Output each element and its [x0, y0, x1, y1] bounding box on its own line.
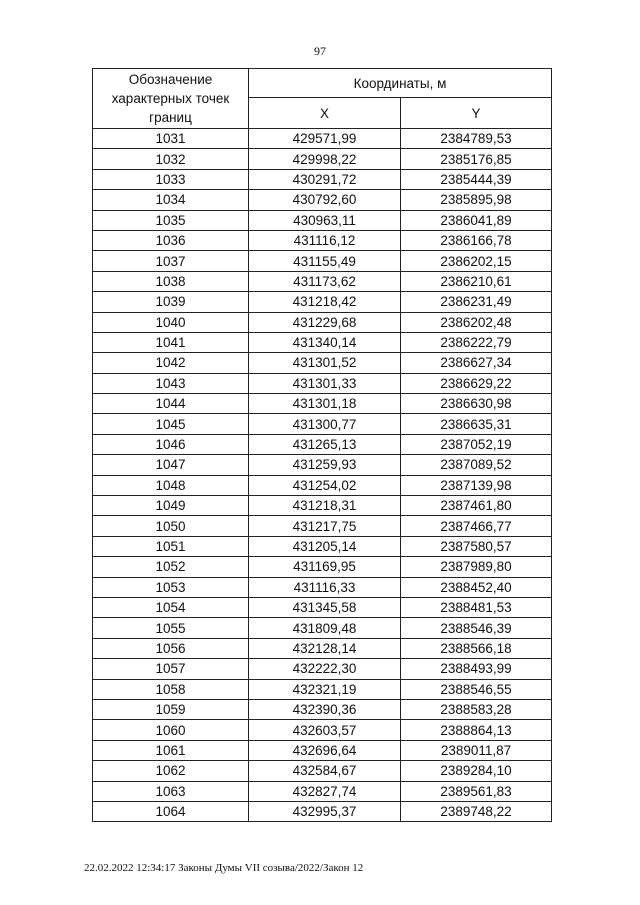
- y-coordinate-cell: 2388481,53: [401, 597, 552, 617]
- y-coordinate-cell: 2388546,39: [401, 618, 552, 638]
- point-id-cell: 1033: [93, 169, 249, 189]
- table-body: [93, 129, 552, 822]
- point-id-cell: 1036: [93, 230, 249, 250]
- y-coordinate-cell: 2387989,80: [401, 557, 552, 577]
- x-coordinate-cell: 431301,52: [249, 353, 401, 373]
- x-coordinate-cell: 431205,14: [249, 536, 401, 556]
- x-coordinate-cell: 432222,30: [249, 659, 401, 679]
- point-id-cell: 1051: [93, 536, 249, 556]
- table-row: [93, 210, 552, 230]
- x-coordinate-cell: 432390,36: [249, 699, 401, 719]
- point-id-cell: 1047: [93, 455, 249, 475]
- point-id-cell: 1057: [93, 659, 249, 679]
- x-coordinate-cell: 431218,42: [249, 292, 401, 312]
- x-coordinate-cell: 431300,77: [249, 414, 401, 434]
- point-id-cell: 1041: [93, 332, 249, 352]
- x-coordinate-cell: 431809,48: [249, 618, 401, 638]
- point-id-cell: 1053: [93, 577, 249, 597]
- point-id-cell: 1044: [93, 394, 249, 414]
- point-id-cell: 1060: [93, 720, 249, 740]
- y-coordinate-cell: 2385176,85: [401, 149, 552, 169]
- x-coordinate-cell: 432128,14: [249, 638, 401, 658]
- point-id-cell: 1048: [93, 475, 249, 495]
- y-coordinate-cell: 2386202,48: [401, 312, 552, 332]
- y-coordinate-cell: 2384789,53: [401, 129, 552, 149]
- y-coordinate-cell: 2387089,52: [401, 455, 552, 475]
- y-coordinate-cell: 2388546,55: [401, 679, 552, 699]
- point-id-cell: 1061: [93, 740, 249, 760]
- x-column-header: X: [249, 98, 401, 129]
- x-coordinate-cell: 432584,67: [249, 761, 401, 781]
- page-number: 97: [314, 44, 326, 58]
- table-row: [93, 659, 552, 679]
- point-id-cell: 1038: [93, 271, 249, 291]
- y-coordinate-cell: 2388493,99: [401, 659, 552, 679]
- point-id-cell: 1042: [93, 353, 249, 373]
- y-coordinate-cell: 2389011,87: [401, 740, 552, 760]
- x-coordinate-cell: 431340,14: [249, 332, 401, 352]
- y-coordinate-cell: 2386231,49: [401, 292, 552, 312]
- table-row: [93, 638, 552, 658]
- y-coordinate-cell: 2388864,13: [401, 720, 552, 740]
- x-coordinate-cell: 430291,72: [249, 169, 401, 189]
- y-coordinate-cell: 2388452,40: [401, 577, 552, 597]
- x-coordinate-cell: 431173,62: [249, 271, 401, 291]
- table-row: [93, 455, 552, 475]
- point-id-cell: 1052: [93, 557, 249, 577]
- table-row: [93, 536, 552, 556]
- table-row: [93, 781, 552, 801]
- table-row: [93, 496, 552, 516]
- point-id-cell: 1049: [93, 496, 249, 516]
- y-coordinate-cell: 2386166,78: [401, 230, 552, 250]
- y-coordinate-cell: 2386629,22: [401, 373, 552, 393]
- x-coordinate-cell: 432995,37: [249, 801, 401, 821]
- point-id-cell: 1058: [93, 679, 249, 699]
- table-row: [93, 801, 552, 821]
- x-coordinate-cell: 431229,68: [249, 312, 401, 332]
- table-row: [93, 414, 552, 434]
- point-id-cell: 1064: [93, 801, 249, 821]
- y-coordinate-cell: 2386202,15: [401, 251, 552, 271]
- x-coordinate-cell: 431217,75: [249, 516, 401, 536]
- point-id-cell: 1050: [93, 516, 249, 536]
- point-id-cell: 1039: [93, 292, 249, 312]
- x-coordinate-cell: 431155,49: [249, 251, 401, 271]
- coordinates-header: Координаты, м: [249, 69, 552, 98]
- y-coordinate-cell: 2388583,28: [401, 699, 552, 719]
- table-row: [93, 312, 552, 332]
- y-coordinate-cell: 2387139,98: [401, 475, 552, 495]
- point-id-cell: 1035: [93, 210, 249, 230]
- y-coordinate-cell: 2388566,18: [401, 638, 552, 658]
- y-coordinate-cell: 2389561,83: [401, 781, 552, 801]
- point-id-cell: 1062: [93, 761, 249, 781]
- table-row: [93, 516, 552, 536]
- table-row: [93, 353, 552, 373]
- y-coordinate-cell: 2386635,31: [401, 414, 552, 434]
- y-coordinate-cell: 2387461,80: [401, 496, 552, 516]
- x-coordinate-cell: 431301,33: [249, 373, 401, 393]
- point-id-cell: 1054: [93, 597, 249, 617]
- table-row: [93, 740, 552, 760]
- x-coordinate-cell: 429571,99: [249, 129, 401, 149]
- y-coordinate-cell: 2386041,89: [401, 210, 552, 230]
- x-coordinate-cell: 431301,18: [249, 394, 401, 414]
- y-coordinate-cell: 2387052,19: [401, 434, 552, 454]
- x-coordinate-cell: 432696,64: [249, 740, 401, 760]
- point-id-cell: 1037: [93, 251, 249, 271]
- x-coordinate-cell: 431254,02: [249, 475, 401, 495]
- y-coordinate-cell: 2387466,77: [401, 516, 552, 536]
- table-row: [93, 332, 552, 352]
- point-id-cell: 1043: [93, 373, 249, 393]
- x-coordinate-cell: 432827,74: [249, 781, 401, 801]
- x-coordinate-cell: 430963,11: [249, 210, 401, 230]
- table-row: [93, 271, 552, 291]
- y-coordinate-cell: 2385444,39: [401, 169, 552, 189]
- y-coordinate-cell: 2387580,57: [401, 536, 552, 556]
- table-row: [93, 475, 552, 495]
- table-row: [93, 230, 552, 250]
- point-id-cell: 1059: [93, 699, 249, 719]
- y-coordinate-cell: 2389748,22: [401, 801, 552, 821]
- x-coordinate-cell: 432321,19: [249, 679, 401, 699]
- table-row: [93, 720, 552, 740]
- table-row: [93, 129, 552, 149]
- table-row: [93, 292, 552, 312]
- x-coordinate-cell: 431265,13: [249, 434, 401, 454]
- table-row: [93, 373, 552, 393]
- table-row: [93, 190, 552, 210]
- y-column-header: Y: [401, 98, 552, 129]
- table-row: [93, 434, 552, 454]
- coordinates-table: [92, 68, 552, 822]
- point-id-cell: 1045: [93, 414, 249, 434]
- point-id-cell: 1046: [93, 434, 249, 454]
- document-footer: 22.02.2022 12:34:17 Законы Думы VII созыва/2022/Закон 12: [84, 862, 364, 874]
- y-coordinate-cell: 2386222,79: [401, 332, 552, 352]
- x-coordinate-cell: 431345,58: [249, 597, 401, 617]
- y-coordinate-cell: 2386627,34: [401, 353, 552, 373]
- table-row: [93, 169, 552, 189]
- y-coordinate-cell: 2386210,61: [401, 271, 552, 291]
- point-id-cell: 1063: [93, 781, 249, 801]
- point-id-cell: 1055: [93, 618, 249, 638]
- x-coordinate-cell: 431116,12: [249, 230, 401, 250]
- point-id-cell: 1056: [93, 638, 249, 658]
- x-coordinate-cell: 430792,60: [249, 190, 401, 210]
- x-coordinate-cell: 431259,93: [249, 455, 401, 475]
- x-coordinate-cell: 431169,95: [249, 557, 401, 577]
- table-row: [93, 251, 552, 271]
- table-row: [93, 557, 552, 577]
- point-id-cell: 1032: [93, 149, 249, 169]
- point-designation-header: Обозначение характерных точек границ: [93, 69, 249, 129]
- table-row: [93, 679, 552, 699]
- point-id-cell: 1040: [93, 312, 249, 332]
- point-id-cell: 1031: [93, 129, 249, 149]
- x-coordinate-cell: 431116,33: [249, 577, 401, 597]
- table-row: [93, 761, 552, 781]
- table-row: [93, 394, 552, 414]
- table-row: [93, 149, 552, 169]
- table-row: [93, 699, 552, 719]
- y-coordinate-cell: 2389284,10: [401, 761, 552, 781]
- x-coordinate-cell: 432603,57: [249, 720, 401, 740]
- table-row: [93, 618, 552, 638]
- y-coordinate-cell: 2385895,98: [401, 190, 552, 210]
- y-coordinate-cell: 2386630,98: [401, 394, 552, 414]
- table-row: [93, 597, 552, 617]
- table-row: [93, 577, 552, 597]
- point-id-cell: 1034: [93, 190, 249, 210]
- x-coordinate-cell: 429998,22: [249, 149, 401, 169]
- x-coordinate-cell: 431218,31: [249, 496, 401, 516]
